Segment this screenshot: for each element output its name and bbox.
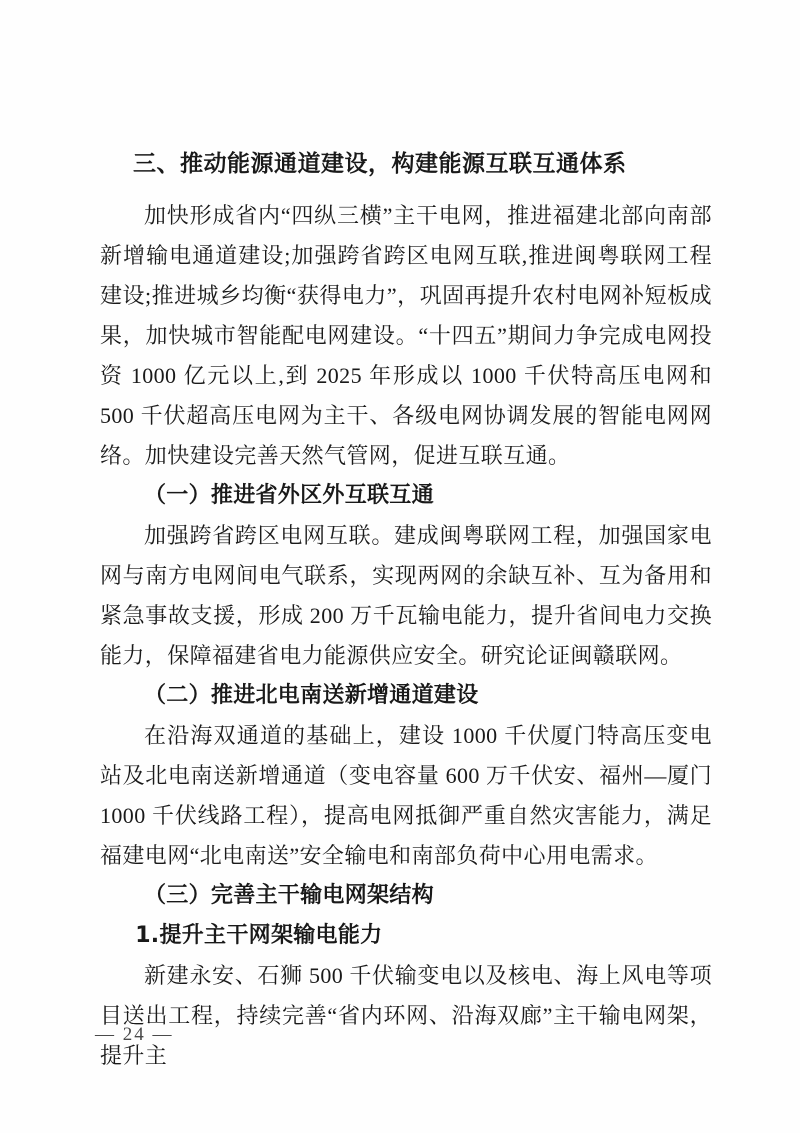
paragraph-subsection-3: 新建永安、石狮 500 千伏输变电以及核电、海上风电等项目送出工程，持续完善“省内环网、沿海双廊”主干输电网架，提升主 bbox=[100, 963, 712, 1068]
page-number: — 24 — bbox=[95, 1024, 174, 1045]
sub-subsection-heading: 1.提升主干网架输电能力 bbox=[135, 923, 383, 948]
document-content bbox=[100, 144, 712, 1076]
paragraph-subsection-2: 在沿海双通道的基础上，建设 1000 千伏厦门特高压变电站及北电南送新增通道（变电容量 600 万千伏安、福州—厦门 1000 千伏线路工程），提高电网抵御严重自然灾害能力，满足福建电网“北电南送”安全输电和南部负荷中心用电需求。 bbox=[100, 723, 712, 868]
subsection-heading-2: （二）推进北电南送新增通道建设 bbox=[144, 683, 479, 708]
paragraph-subsection-1: 加强跨省跨区电网互联。建成闽粤联网工程，加强国家电网与南方电网间电气联系，实现两网的余缺互补、互为备用和紧急事故支援，形成 200 万千瓦输电能力，提升省间电力交换能力，保障福建省电力能源供应安全。研究论证闽赣联网。 bbox=[100, 523, 712, 668]
subsection-heading-1: （一）推进省外区外互联互通 bbox=[144, 483, 434, 508]
subsection-heading-3: （三）完善主干输电网架结构 bbox=[144, 883, 434, 908]
section-heading: 三、推动能源通道建设，构建能源互联互通体系 bbox=[133, 151, 627, 177]
paragraph-intro: 加快形成省内“四纵三横”主干电网，推进福建北部向南部新增输电通道建设;加强跨省跨区电网互联,推进闽粤联网工程建设;推进城乡均衡“获得电力”，巩固再提升农村电网补短板成果，加快城市智能配电网建设。“十四五”期间力争完成电网投资 1000 亿元以上,到 2025 年形成以 1000 千伏特高压电网和 500 千伏超高压电网为主干、各级电网协调发展的智能电网网络。加快建设完善天然气管网，促进互联互通。 bbox=[100, 203, 712, 468]
